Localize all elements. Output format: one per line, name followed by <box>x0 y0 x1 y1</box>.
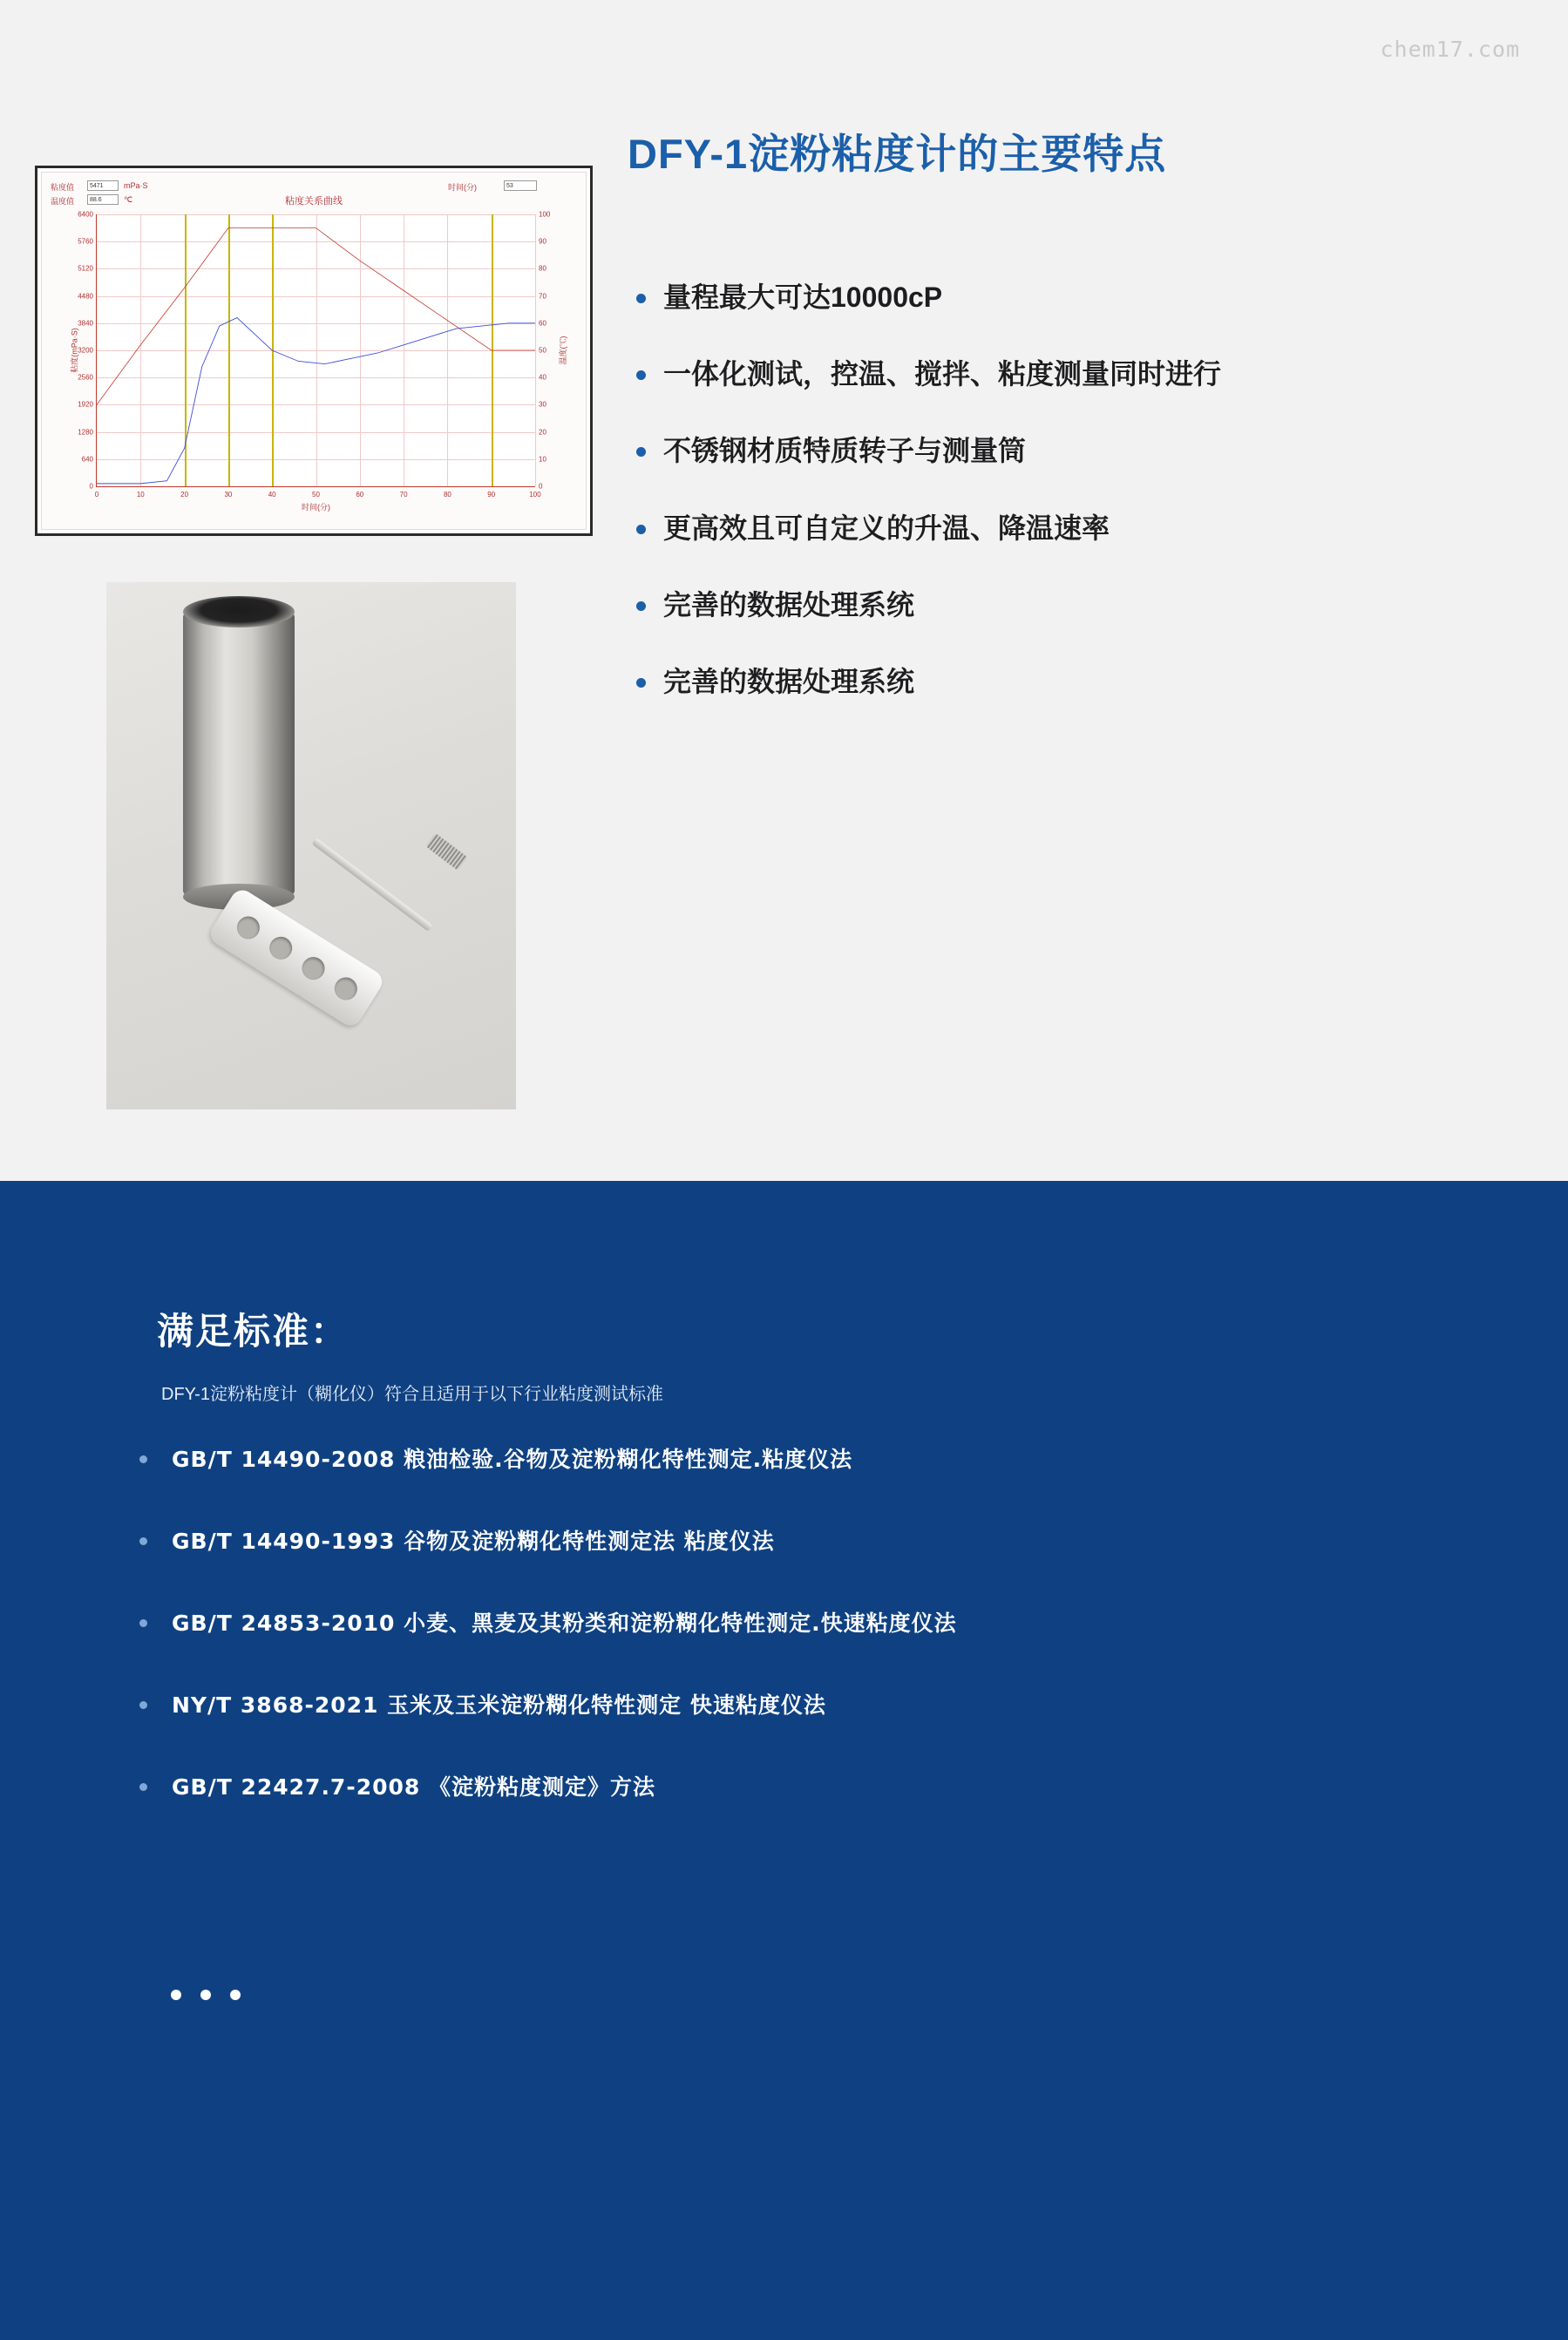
list-item <box>636 663 1543 701</box>
feature-label: 不锈钢材质特质转子与测量筒 <box>663 435 1027 467</box>
bullet-dot-icon <box>636 294 646 303</box>
page-title: DFY-1淀粉粘度计的主要特点 <box>628 131 1167 177</box>
standard-label: GB/T 14490-1993 谷物及淀粉糊化特性测定法 粘度仪法 <box>172 1529 775 1554</box>
bullet-dot-icon <box>636 370 646 380</box>
chart-time-label: 时间(分) <box>448 183 477 192</box>
feature-label: 一体化测试，控温、搅拌、粘度测量同时进行 <box>663 358 1222 390</box>
standards-list <box>139 1442 1447 1852</box>
more-standards-ellipsis <box>171 1990 241 2000</box>
list-item <box>139 1442 1447 1474</box>
list-item <box>139 1606 1447 1638</box>
chart-inner <box>41 172 587 530</box>
chart-temperature-value: 88.6 <box>87 194 119 205</box>
feature-label: 完善的数据处理系统 <box>663 665 915 697</box>
paddle-shaft <box>311 838 433 932</box>
bullet-dot-icon <box>139 1783 147 1791</box>
paddle-knurled-end <box>425 833 467 871</box>
standards-section <box>0 1181 1568 2340</box>
bullet-dot-icon <box>139 1701 147 1709</box>
list-item <box>636 510 1543 547</box>
standards-subtitle: DFY-1淀粉粘度计（糊化仪）符合且适用于以下行业粘度测试标准 <box>161 1385 663 1404</box>
chart-xlabel: 时间(分) <box>302 503 330 512</box>
chart-ylabel: 粘度(mPa·S) <box>70 328 79 373</box>
chart-plot-area: 0 10 20 30 40 50 60 70 80 90 100 6400 5760 5120 4480 3840 3200 2560 1920 1280 640 0 100 90 80 70 60 50 40 30 20 10 0 时间(分) 粘度(mPa·S) 温度(℃) <box>70 210 567 512</box>
feature-label: 完善的数据处理系统 <box>663 588 915 621</box>
list-item <box>139 1770 1447 1801</box>
bullet-dot-icon <box>636 678 646 688</box>
ellipsis-dot-icon <box>230 1990 241 2000</box>
standard-label: NY/T 3868-2021 玉米及玉米淀粉糊化特性测定 快速粘度仪法 <box>172 1692 826 1718</box>
chart-time-value: 53 <box>504 180 537 191</box>
cylinder-opening <box>183 596 295 627</box>
bullet-dot-icon <box>139 1455 147 1463</box>
list-item <box>139 1688 1447 1719</box>
bullet-dot-icon <box>139 1619 147 1627</box>
measuring-cylinder <box>183 610 295 898</box>
list-item <box>636 432 1543 470</box>
chart-temperature-label: 温度值 <box>51 197 75 206</box>
chart-temperature-unit: ℃ <box>124 195 133 204</box>
chart-y2label: 温度(℃) <box>559 336 567 365</box>
standards-title: 满足标准： <box>157 1311 350 1352</box>
ellipsis-dot-icon <box>171 1990 181 2000</box>
standard-label: GB/T 22427.7-2008 《淀粉粘度测定》方法 <box>172 1774 655 1800</box>
bullet-dot-icon <box>636 447 646 457</box>
feature-label: 量程最大可达10000cP <box>663 281 943 313</box>
list-item <box>636 356 1543 393</box>
bullet-dot-icon <box>636 601 646 611</box>
ellipsis-dot-icon <box>200 1990 211 2000</box>
product-photo <box>106 582 516 1109</box>
chart-title: 粘度关系曲线 <box>285 196 343 207</box>
chart-viscosity-label: 粘度值 <box>51 183 75 192</box>
list-item <box>636 587 1543 624</box>
bullet-dot-icon <box>139 1537 147 1545</box>
feature-list <box>636 279 1543 740</box>
standard-label: GB/T 14490-2008 粮油检验.谷物及淀粉糊化特性测定.粘度仪法 <box>172 1447 853 1472</box>
chart-viscosity-value: 5471 <box>87 180 119 191</box>
standard-label: GB/T 24853-2010 小麦、黑麦及其粉类和淀粉糊化特性测定.快速粘度仪法 <box>172 1611 957 1636</box>
site-watermark: chem17.com <box>1380 37 1520 62</box>
list-item <box>139 1524 1447 1556</box>
viscosity-chart-panel <box>35 166 593 536</box>
list-item <box>636 279 1543 316</box>
chart-viscosity-unit: mPa·S <box>124 181 148 190</box>
feature-label: 更高效且可自定义的升温、降温速率 <box>663 512 1110 544</box>
paddle-blade <box>207 885 387 1029</box>
bullet-dot-icon <box>636 525 646 534</box>
